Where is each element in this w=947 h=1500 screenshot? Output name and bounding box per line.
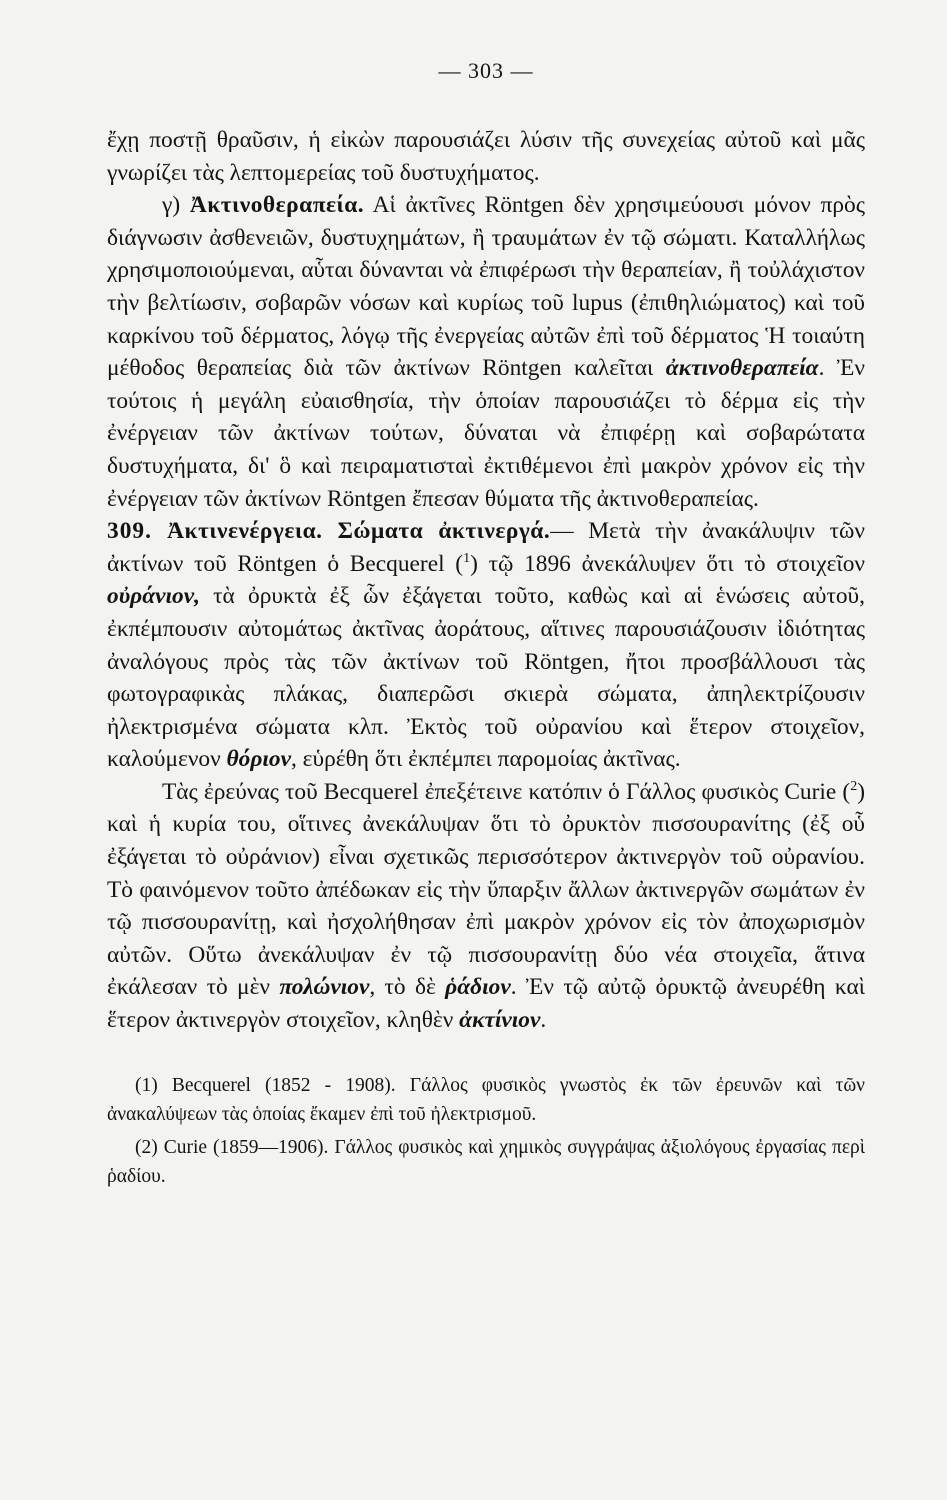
term-thorium: θόριον (226, 746, 291, 773)
footnote-ref-1: 1 (463, 550, 471, 566)
paragraph-text: τὰ ὀρυκτὰ ἐξ ὧν ἐξάγεται τοῦτο, καθὼς καὶ αἱ ἑνώσεις αὐτοῦ, ἐκπέμπουσιν αὐτομάτως ἀκτῖνας ἀοράτους, αἵτινες παρουσιάζουσιν ἰδιότητας ἀναλόγους πρὸς τὰς τῶν ἀκτίνων τοῦ Röntgen, ἤτοι προσβάλλουσι τὰς φωτογραφικὰς πλάκας, διαπερῶσι σκιερὰ σώματα, ἀπηλεκτρίζουσιν ἠλεκτρισμένα σώματα κλπ. Ἐκτὸς τοῦ οὐρανίου καὶ ἕτερον στοιχεῖον, καλούμενον (107, 583, 865, 773)
footnote-2: (2) Curie (1859—1906). Γάλλος φυσικὸς καὶ χημικὸς συγγράψας ἀξιολόγους ἐργασίας περὶ ῥαδίου. (107, 1136, 865, 1187)
paragraph-continuation (107, 124, 865, 189)
subsection-heading: Ἀκτινοθεραπεία. (189, 192, 365, 219)
body-text (107, 124, 865, 1037)
paragraph-radioactivity (107, 515, 865, 776)
paragraph-text: . Ἐν τούτοις ἡ μεγάλη εὐαισθησία, τὴν ὁποίαν παρουσιάζει τὸ δέρμα εἰς τὴν ἐνέργειαν τῶν ἀκτίνων τούτων, δύναται νὰ ἐπιφέρῃ καὶ σοβαρώτατα δυστυχήματα, δι' ὃ καὶ πειραματισταὶ ἐκτιθέμενοι ἐπὶ μακρὸν χρόνον εἰς τὴν ἐνέργειαν τῶν ἀκτίνων Röntgen ἔπεσαν θύματα τῆς ἀκτινοθεραπείας. (107, 355, 865, 512)
footnotes (107, 1071, 865, 1191)
paragraph-text: ) καὶ ἡ κυρία του, οἵτινες ἀνεκάλυψαν ὅτι τὸ ὀρυκτὸν πισσουρανίτης (ἐξ οὗ ἐξάγεται τὸ οὐράνιον) εἶναι σχετικῶς περισσότερον ἀκτινεργὸν τοῦ οὐρανίου. Τὸ φαινόμενον τοῦτο ἀπέδωκαν εἰς τὴν ὕπαρξιν ἄλλων ἀκτινεργῶν σωμάτων ἐν τῷ πισσουρανίτῃ, καὶ ἠσχολήθησαν ἐπὶ μακρὸν χρόνον εἰς τὸν ἀποχωρισμὸν αὐτῶν. Οὕτω ἀνεκάλυψαν ἐν τῷ πισσουρανίτῃ δύο νέα στοιχεῖα, ἅτινα ἐκάλεσαν τὸ μὲν (107, 778, 865, 1001)
paragraph-text: Αἱ ἀκτῖνες Röntgen δὲν χρησιμεύουσι μόνον πρὸς διάγνωσιν ἀσθενειῶν, δυστυχημάτων, ἢ τραυμάτων ἐν τῷ σώματι. Καταλλήλως χρησιμοποιούμεναι, αὗται δύνανται νὰ ἐπιφέρωσι τὴν θεραπείαν, ἢ τοὐλάχιστον τὴν βελτίωσιν, σοβαρῶν νόσων καὶ κυρίως τοῦ lupus (ἐπιθηλιώματος) καὶ τοῦ καρκίνου τοῦ δέρματος, λόγῳ τῆς ἐνεργείας αὐτῶν ἐπὶ τοῦ δέρματος Ἡ τοιαύτη μέθοδος θεραπείας διὰ τῶν ἀκτίνων Röntgen καλεῖται (107, 192, 865, 382)
term-actinium: ἀκτίνιον (459, 1007, 541, 1034)
section-number: 309. (107, 518, 152, 545)
paragraph-text: ἔχῃ ποστῇ θραῦσιν, ἡ εἰκὼν παρουσιάζει λύσιν τῆς συνεχείας αὐτοῦ καὶ μᾶς γνωρίζει τὰς λεπτομερείας τοῦ δυστυχήματος. (107, 127, 865, 186)
subsection-label: γ) (162, 192, 190, 219)
term-uranium: οὐράνιον, (107, 583, 200, 610)
paragraph-curie (107, 776, 865, 1037)
section-heading: Ἀκτινενέργεια. Σώματα ἀκτινεργά. (151, 518, 551, 545)
term-radium: ῥάδιον (445, 974, 511, 1001)
footnote-1: (1) Becquerel (1852 - 1908). Γάλλος φυσικὸς γνωστὸς ἐκ τῶν ἐρευνῶν καὶ τῶν ἀνακαλύψεων τὰς ὁποίας ἔκαμεν ἐπὶ τοῦ ἠλεκτρισμοῦ. (107, 1074, 865, 1125)
paragraph-text: , τὸ δὲ (369, 974, 446, 1001)
paragraph-text: — Μετὰ τὴν ἀνακάλυψιν τῶν ἀκτίνων τοῦ Röntgen ὁ Becquerel ( (107, 518, 865, 577)
paragraph-text: ) τῷ 1896 ἀνεκάλυψεν ὅτι τὸ στοιχεῖον (470, 550, 865, 577)
paragraph-text: . (540, 1007, 547, 1034)
paragraph-text: , εὑρέθη ὅτι ἐκπέμπει παρομοίας ἀκτῖνας. (290, 746, 681, 773)
page-number: — 303 — (438, 58, 534, 83)
paragraph-text: Τὰς ἐρεύνας τοῦ Becquerel ἐπεξέτεινε κατόπιν ὁ Γάλλος φυσικὸς Curie ( (162, 778, 851, 805)
term-radiotherapy: ἀκτινοθεραπεία (665, 355, 819, 382)
term-polonium: πολώνιον (279, 974, 370, 1001)
paragraph-radiotherapy (107, 189, 865, 515)
footnote-ref-2: 2 (850, 779, 858, 795)
paragraph-text: . Ἐν τῷ αὐτῷ ὀρυκτῷ ἀνευρέθη καὶ ἕτερον ἀκτινεργὸν στοιχεῖον, κληθὲν (107, 974, 865, 1034)
